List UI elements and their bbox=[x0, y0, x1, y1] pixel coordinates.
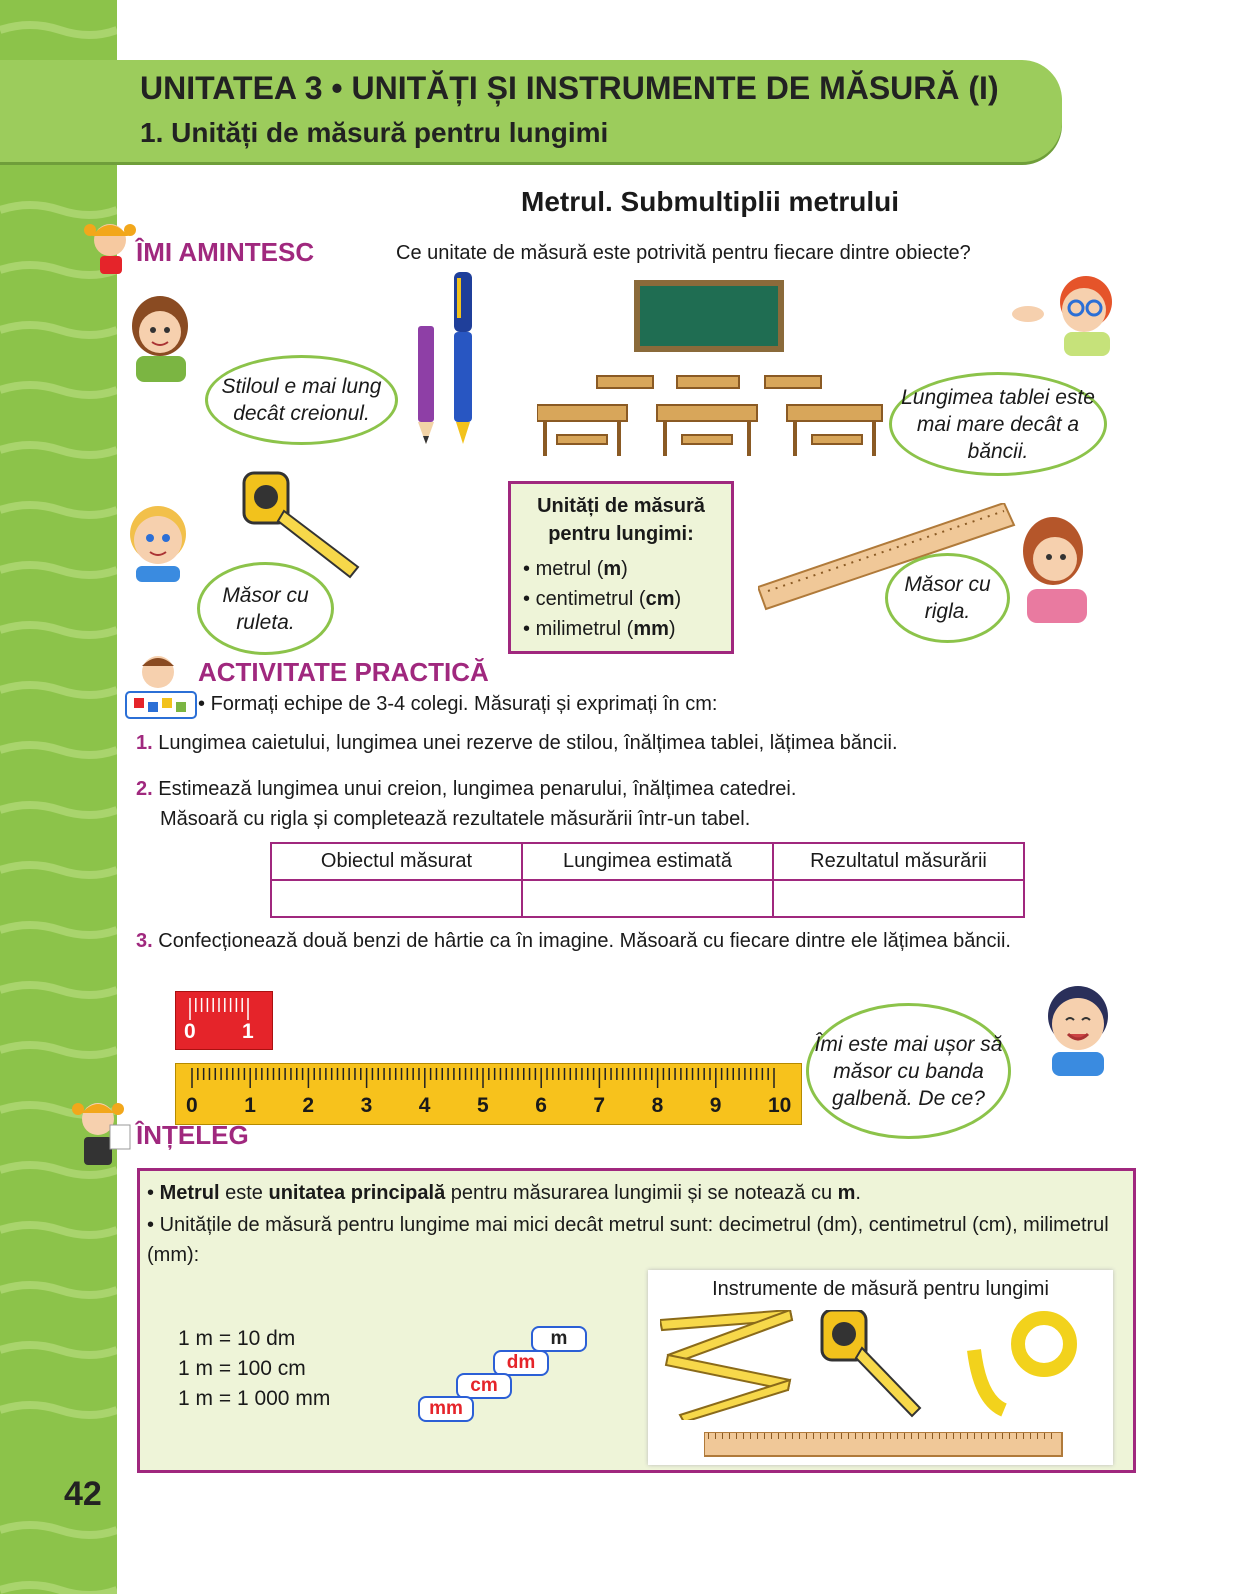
measurement-table bbox=[270, 842, 1025, 918]
section-heading-inteleg: ÎNȚELEG bbox=[136, 1120, 249, 1150]
amintesc-question: Ce unitate de măsură este potrivită pentru fiecare dintre obiecte? bbox=[396, 242, 971, 264]
yellow-strip-label: 10 bbox=[768, 1094, 792, 1117]
yellow-paper-strip bbox=[175, 1063, 802, 1125]
unit-name: milimetrul bbox=[535, 618, 622, 640]
item-text: Lungimea caietului, lungimea unei rezerve de stilou, înălțimea tablei, lățimea băncii. bbox=[158, 732, 898, 754]
classroom-illustration bbox=[537, 280, 887, 458]
girl-reading-mascot-icon bbox=[64, 1095, 136, 1179]
units-box-title: Unități de măsură pentru lungimi: bbox=[537, 495, 705, 545]
fountain-pen-icon bbox=[451, 272, 475, 444]
table-cell-empty[interactable] bbox=[271, 880, 522, 917]
text: . bbox=[855, 1182, 861, 1204]
tape-measure-icon bbox=[816, 1310, 926, 1420]
unit-title: UNITATEA 3 • UNITĂȚI ȘI INSTRUMENTE DE MĂSURĂ (I) bbox=[140, 70, 999, 106]
pencil-icon bbox=[414, 326, 438, 444]
speech-bubble-banda: Îmi este mai ușor să măsor cu banda galbenă. De ce? bbox=[806, 1003, 1011, 1139]
yellow-strip-label: 1 bbox=[244, 1094, 256, 1117]
item-text: Confecționează două benzi de hârtie ca în imagine. Măsoară cu fiecare dintre ele lățimea băncii. bbox=[158, 930, 1011, 952]
yellow-strip-label: 8 bbox=[651, 1094, 664, 1117]
text: este bbox=[219, 1182, 269, 1204]
activitate-intro: • Formați echipe de 3-4 colegi. Măsurați și exprimați în cm: bbox=[198, 693, 718, 715]
table-cell-empty[interactable] bbox=[773, 880, 1024, 917]
column-header: Rezultatul măsurării bbox=[773, 843, 1024, 880]
unit-abbr: cm bbox=[645, 588, 675, 610]
tools-panel-title: Instrumente de măsură pentru lungimi bbox=[712, 1278, 1049, 1300]
unit-item: • milimetrul (mm) bbox=[523, 618, 676, 640]
unit-abbr: m bbox=[603, 558, 622, 580]
smiling-boy-illustration bbox=[1030, 980, 1126, 1076]
red-strip-label-0: 0 bbox=[184, 1020, 196, 1043]
bold-term: Metrul bbox=[159, 1182, 220, 1204]
section-heading-imi-amintesc: ÎMI AMINTESC bbox=[136, 237, 315, 267]
red-strip-label-1: 1 bbox=[242, 1020, 254, 1043]
yellow-strip-label: 3 bbox=[360, 1094, 373, 1117]
folding-rule-icon bbox=[660, 1310, 800, 1420]
yellow-strip-label: 6 bbox=[535, 1094, 547, 1117]
equation-mm: 1 m = 1 000 mm bbox=[178, 1387, 331, 1410]
activitate-intro-text: Formați echipe de 3-4 colegi. Măsurați și exprimați în cm: bbox=[210, 693, 718, 715]
speech-bubble-ruleta: Măsor cu ruleta. bbox=[197, 562, 334, 655]
lesson-title: Metrul. Submultiplii metrului bbox=[521, 186, 899, 217]
units-box bbox=[508, 481, 734, 654]
inteleg-paragraph-2: • Unitățile de măsură pentru lungime mai mici decât metrul sunt: decimetrul (dm), centimetrul (cm), milimetrul (mm): bbox=[147, 1214, 1109, 1266]
yellow-strip-label: 9 bbox=[709, 1094, 722, 1117]
long-wooden-ruler-icon bbox=[704, 1432, 1064, 1458]
unit-stair-m: m bbox=[531, 1326, 587, 1352]
item-number: 2. bbox=[136, 778, 153, 800]
inteleg-paragraph-1: • Metrul este unitatea principală pentru măsurarea lungimii și se notează cu m. bbox=[147, 1182, 861, 1204]
equation-dm: 1 m = 10 dm bbox=[178, 1327, 296, 1350]
item-number: 3. bbox=[136, 930, 153, 952]
yellow-strip-label: 0 bbox=[186, 1094, 198, 1117]
girl-illustration bbox=[128, 290, 192, 386]
speech-bubble-stilou: Stiloul e mai lung decât creionul. bbox=[205, 355, 398, 445]
activity-item-2-line2: Măsoară cu rigla și completează rezultatele măsurării într-un tabel. bbox=[160, 808, 751, 830]
speech-bubble-tabla: Lungimea tablei este mai mare decât a băncii. bbox=[889, 372, 1107, 476]
red-paper-strip bbox=[175, 991, 273, 1050]
unit-abbr: mm bbox=[633, 618, 669, 640]
speech-bubble-rigla: Măsor cu rigla. bbox=[885, 553, 1010, 643]
activity-item-2 bbox=[136, 778, 796, 801]
unit-stair-dm: dm bbox=[493, 1350, 549, 1376]
item-number: 1. bbox=[136, 732, 153, 754]
boy-playing-mascot-icon bbox=[118, 652, 202, 722]
yellow-strip-label: 7 bbox=[593, 1094, 606, 1117]
text: pentru măsurarea lungimii și se notează cu bbox=[445, 1182, 838, 1204]
item-text: Estimează lungimea unui creion, lungimea penarului, înălțimea catedrei. bbox=[158, 778, 797, 800]
bold-term: m bbox=[837, 1182, 856, 1204]
bold-term: unitatea principală bbox=[268, 1182, 446, 1204]
text: Unitățile de măsură pentru lungime mai mici decât metrul sunt: decimetrul (dm), centimetrul (cm), milimetrul (mm): bbox=[147, 1214, 1109, 1266]
measuring-tools-panel bbox=[648, 1270, 1113, 1465]
table-header-row bbox=[271, 843, 1024, 880]
activity-item-3 bbox=[136, 930, 1011, 953]
table-cell-empty[interactable] bbox=[522, 880, 773, 917]
unit-name: metrul bbox=[535, 558, 592, 580]
unit-stair-mm: mm bbox=[418, 1396, 474, 1422]
girl-with-ponytail-illustration bbox=[1013, 513, 1093, 623]
activity-item-1 bbox=[136, 732, 898, 755]
yellow-strip-label: 2 bbox=[302, 1094, 315, 1117]
column-header: Lungimea estimată bbox=[522, 843, 773, 880]
boy-with-glasses-illustration bbox=[1010, 268, 1120, 358]
unit-name: centimetrul bbox=[535, 588, 634, 610]
table-row bbox=[271, 880, 1024, 917]
equation-cm: 1 m = 100 cm bbox=[178, 1357, 306, 1380]
lesson-subtitle: 1. Unități de măsură pentru lungimi bbox=[140, 117, 609, 148]
unit-item: • metrul (m) bbox=[523, 558, 628, 580]
yellow-strip-label: 5 bbox=[477, 1094, 489, 1117]
column-header: Obiectul măsurat bbox=[271, 843, 522, 880]
section-heading-activitate: ACTIVITATE PRACTICĂ bbox=[198, 657, 489, 687]
girl-mascot-icon bbox=[80, 218, 136, 278]
yellow-strip-label: 4 bbox=[418, 1094, 431, 1117]
unit-item: • centimetrul (cm) bbox=[523, 588, 682, 610]
tailor-tape-icon bbox=[960, 1310, 1080, 1420]
blond-boy-illustration bbox=[120, 500, 194, 582]
page-number: 42 bbox=[64, 1475, 102, 1513]
unit-stair-cm: cm bbox=[456, 1373, 512, 1399]
